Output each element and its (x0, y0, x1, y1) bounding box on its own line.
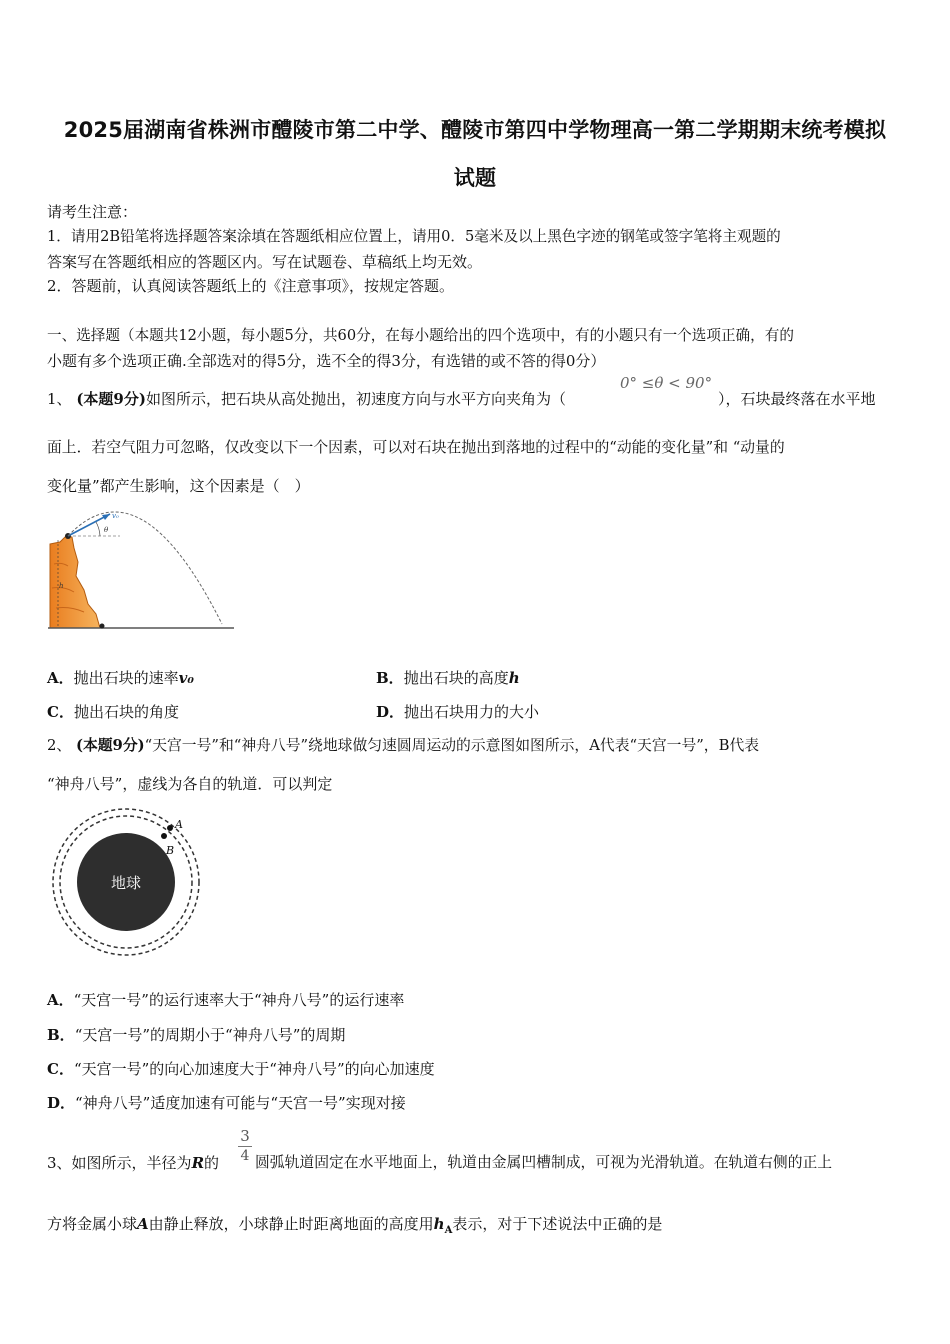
option-label: C． (47, 703, 74, 721)
option-text: 抛出石块用力的大小 (404, 703, 540, 721)
question-2-line2: “神舟八号”，虚线为各自的轨道．可以判定 (47, 775, 333, 793)
option-text: “天宫一号”的向心加速度大于“神舟八号”的向心加速度 (73, 1060, 435, 1078)
question-1-line1-end: ），石块最终落在水平地 (718, 390, 876, 408)
option-d (47, 1093, 406, 1113)
variable-h: h (433, 1215, 445, 1233)
satellite-a (167, 825, 173, 831)
question-1-line3: 变化量”都产生影响，这个因素是（ ） (47, 477, 310, 495)
variable-a: A (137, 1215, 149, 1233)
question-text: 如图所示，半径为 (71, 1154, 192, 1172)
question-number: 3、 (47, 1154, 72, 1172)
variable-r: R (191, 1154, 205, 1172)
option-d (376, 702, 539, 722)
option-text: 抛出石块的高度 (403, 669, 509, 687)
question-text: 表示，对于下述说法中正确的是 (452, 1215, 663, 1233)
section-heading-line2: 小题有多个选项正确.全部选对的得5分，选不全的得3分，有选错的或不答的得0分） (47, 352, 606, 370)
h-label: h (59, 582, 64, 590)
option-text: 抛出石块的角度 (73, 703, 179, 721)
page-title: 2025届湖南省株洲市醴陵市第二中学、醴陵市第四中学物理高一第二学期期末统考模拟 (63, 118, 887, 142)
v0-label: v₀ (112, 512, 119, 520)
notice-heading: 请考生注意： (47, 203, 138, 221)
option-variable: h (508, 669, 520, 687)
option-label: D． (376, 703, 405, 721)
question-text: 方将金属小球 (47, 1215, 138, 1233)
option-text: “天宫一号”的运行速率大于“神舟八号”的运行速率 (73, 991, 405, 1009)
question-number: 1、 (47, 390, 72, 408)
angle-formula: 0° ≤θ < 90° (620, 374, 713, 392)
notice-item-1b: 答案写在答题纸相应的答题区内。写在试题卷、草稿纸上均无效。 (47, 253, 483, 271)
question-3-line1-start (47, 1153, 219, 1173)
question-2-line1 (47, 736, 759, 756)
option-label: A． (47, 991, 74, 1009)
question-text: 如图所示，把石块从高处抛出，初速度方向与水平方向夹角为（ (145, 390, 566, 408)
fraction-three-quarters (238, 1127, 252, 1166)
option-b (47, 1025, 345, 1045)
notice-item-2: 2．答题前，认真阅读答题纸上的《注意事项》，按规定答题。 (47, 277, 455, 295)
angle-arc (96, 522, 100, 536)
notice-item-1a: 1．请用2B铅笔将选择题答案涂填在答题纸相应位置上，请用0．5毫米及以上黑色字迹的钢笔或签字笔将主观题的 (47, 228, 781, 245)
cliff-shape (50, 536, 100, 628)
option-c (47, 1059, 435, 1079)
satellite-b (161, 833, 167, 839)
question-score: (本题9分) (76, 390, 146, 408)
question-text: “天宫一号”和“神舟八号”绕地球做匀速圆周运动的示意图如图所示，A代表“天宫一号”，B代表 (144, 737, 760, 754)
option-c (47, 702, 179, 722)
question-3-line1-end: 圆弧轨道固定在水平地面上，轨道由金属凹槽制成，可视为光滑轨道。在轨道右侧的正上 (255, 1154, 833, 1171)
question-score: (本题9分) (75, 737, 145, 754)
earth-label: 地球 (110, 874, 142, 892)
option-a (47, 668, 194, 688)
question-3-line2 (47, 1214, 662, 1241)
option-text: “神舟八号”适度加速有可能与“天宫一号”实现对接 (75, 1094, 406, 1112)
option-label: C． (47, 1060, 74, 1078)
fraction-numerator: 3 (240, 1127, 250, 1145)
foot-point (100, 624, 105, 629)
orbit-figure (46, 806, 206, 956)
variable-h-subscript: A (444, 1225, 453, 1236)
option-a (47, 990, 404, 1010)
option-text: “天宫一号”的周期小于“神舟八号”的周期 (74, 1026, 346, 1044)
label-b: B (166, 844, 175, 857)
question-1-line2: 面上．若空气阻力可忽略，仅改变以下一个因素，可以对石块在抛出到落地的过程中的“动能的变化量”和 “动量的 (47, 439, 785, 456)
option-label: B． (47, 1026, 75, 1044)
question-text: 的 (204, 1154, 220, 1172)
question-1-line1 (47, 389, 566, 409)
question-number: 2、 (47, 737, 72, 754)
option-label: A． (47, 669, 74, 687)
option-b (376, 668, 520, 688)
theta-label: θ (104, 526, 109, 534)
projectile-figure (44, 504, 240, 634)
section-heading-line1: 一、选择题（本题共12小题，每小题5分，共60分，在每小题给出的四个选项中，有的小题只有一个选项正确，有的 (47, 327, 794, 344)
question-text: 由静止释放，小球静止时距离地面的高度用 (148, 1215, 434, 1233)
page-title-line2: 试题 (453, 166, 497, 190)
option-variable: v₀ (178, 669, 194, 687)
option-text: 抛出石块的速率 (73, 669, 179, 687)
option-label: B． (376, 669, 404, 687)
label-a: A (175, 818, 183, 831)
option-label: D． (47, 1094, 76, 1112)
fraction-denominator: 4 (238, 1146, 252, 1166)
